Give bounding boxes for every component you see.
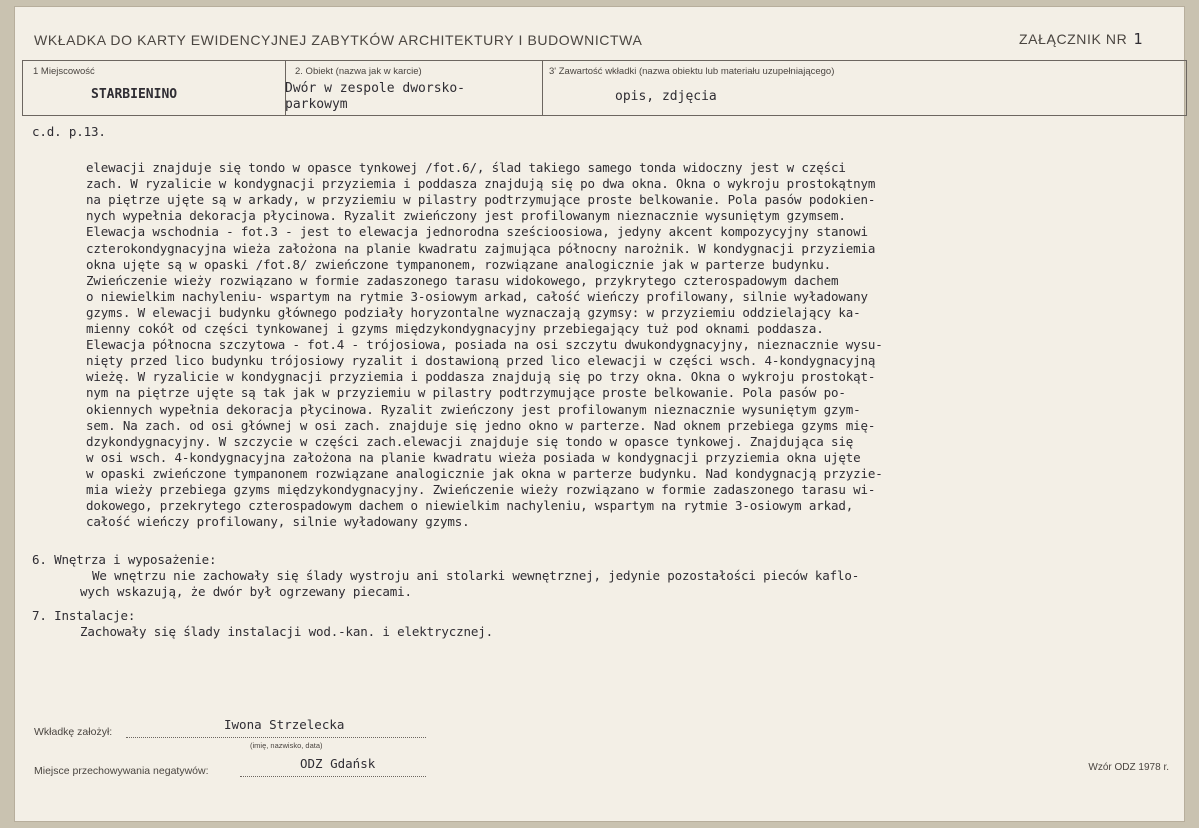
description-line: Elewacja północna szczytowa - fot.4 - trójosiowa, posiada na osi szczytu dwukondygnacyjny, nieznacznie wysu- <box>86 337 883 353</box>
section6-line: We wnętrzu nie zachowały się ślady wystroju ani stolarki wewnętrznej, jedynie pozostałości pieców kaflo- <box>92 568 860 583</box>
annex-indicator <box>1019 30 1143 48</box>
description-line: o niewielkim nachyleniu- wspartym na rytmie 3-osiowym arkad, całość wieńczy profilowany, silnie wyładowany <box>86 288 868 304</box>
description-line: okna ujęte są w opaski /fot.8/ zwieńczone tympanonem, rozwiązane analogicznie jak w parterze budynku. <box>86 256 831 272</box>
section7-heading: 7. Instalacje: <box>32 608 136 623</box>
description-line: na piętrze ujęte są w arkady, w przyziemiu w pilastry podtrzymujące proste belkowanie. Pola pasów podokien- <box>86 192 876 208</box>
description-line: mia wieży przebiega gzyms międzykondygnacyjny. Zwieńczenie wieży rozwiązano w formie zadaszonego tarasu wi- <box>86 482 876 497</box>
storage-value: ODZ Gdańsk <box>300 756 376 771</box>
description-line: nięty przed lico budynku trójosiowy ryzalit i dostawioną przed lico elewacji w części wsch. 4-kondygnacyjną <box>86 353 876 369</box>
description-line: nych wypełnia dekoracja płycinowa. Ryzalit zwieńczony jest profilowanym nieznacznie wysuniętym gzymsem. <box>86 208 846 224</box>
author-label: Wkładkę założył: <box>34 726 113 738</box>
section7-line: Zachowały się ślady instalacji wod.-kan. i elektrycznej. <box>80 624 494 639</box>
description-line: zach. W ryzalicie w kondygnacji przyziemia i poddasza znajdują się po dwa okna. Okna o wykroju prostokątnym <box>86 176 876 192</box>
annex-label: ZAŁĄCZNIK NR <box>1019 31 1128 47</box>
description-line: nym na piętrze ujęte są tak jak w przyziemiu w pilastry podtrzymujące proste belkowanie. Pola pasów po- <box>86 385 846 401</box>
description-line: gzyms. W elewacji budynku głównego podziały horyzontalne wyznaczają gzymsy: w przyziemiu oddzielający ka- <box>86 304 861 320</box>
field-divider <box>542 61 543 115</box>
object-label: 2. Obiekt (nazwa jak w karcie) <box>295 66 422 77</box>
description-line: sem. Na zach. od osi głównej w osi zach. znajduje się jedno okno w parterze. Nad oknem przebiega gzyms mię- <box>86 417 876 433</box>
description-line: mienny cokół od części tynkowanej i gzyms międzykondygnacyjny przebiegający tuż pod oknami poddasza. <box>86 321 824 336</box>
form-title: WKŁADKA DO KARTY EWIDENCYJNEJ ZABYTKÓW ARCHITEKTURY I BUDOWNICTWA <box>34 32 643 48</box>
header-fields <box>22 60 1187 116</box>
storage-dotline <box>240 776 426 777</box>
continuation-note: c.d. p.13. <box>32 124 106 139</box>
description-line: w opaski zwieńczone tympanonem rozwiązane analogicznie jak okna w parterze budynku. Nad kondygnacją przyzie- <box>86 465 883 481</box>
form-reference: Wzór ODZ 1978 r. <box>1088 762 1169 773</box>
description-line: okiennych wypełnia dekoracja płycinowa. Ryzalit zwieńczony jest profilowanym nieznacznie wysuniętym gzym- <box>86 401 861 417</box>
description-line: w osi wsch. 4-kondygnacyjna założona na planie kwadratu wieża posiada w kondygnacji przyziemia okna ujęte <box>86 449 861 465</box>
locality-label: 1 Miejscowość <box>33 66 95 77</box>
author-value: Iwona Strzelecka <box>224 717 345 732</box>
description-line: wieżę. W ryzalicie w kondygnacji przyziemia i poddasza znajdują się po trzy okna. Okna o wykroju prostokąt- <box>86 369 876 385</box>
record-card <box>14 6 1185 822</box>
description-line: Zwieńczenie wieży rozwiązano w formie zadaszonego tarasu widokowego, przykrytego czterospadowym dachem <box>86 272 839 288</box>
storage-label: Miejsce przechowywania negatywów: <box>34 765 209 777</box>
section6-line: wych wskazują, że dwór był ogrzewany piecami. <box>80 584 412 599</box>
description-line: całość wieńczy profilowany, silnie wyładowany gzyms. <box>86 514 470 530</box>
description-line: czterokondygnacyjna wieża założona na planie kwadratu zajmująca północny narożnik. W kondygnacji przyziemia <box>86 240 876 256</box>
object-value-line2: parkowym <box>285 97 348 112</box>
description-line: Elewacja wschodnia - fot.3 - jest to elewacja jednorodna sześcioosiowa, jedyny akcent kompozycyjny stanowi <box>86 224 868 240</box>
section6-heading: 6. Wnętrza i wyposażenie: <box>32 552 217 567</box>
content-label: 3' Zawartość wkładki (nazwa obiektu lub materiału uzupełniającego) <box>549 66 835 77</box>
author-dotline <box>126 737 426 738</box>
author-hint: (imię, nazwisko, data) <box>250 741 323 750</box>
description-line: dokowego, przekrytego czterospadowym dachem o niewielkim nachyleniu, wspartym na rytmie 3-osiowym arkad, <box>86 498 854 514</box>
object-value-line1: Dwór w zespole dworsko- <box>285 81 466 96</box>
description-line: elewacji znajduje się tondo w opasce tynkowej /fot.6/, ślad takiego samego tonda widoczny jest w części <box>86 160 846 175</box>
annex-number: 1 <box>1133 30 1143 48</box>
content-value: opis, zdjęcia <box>615 89 717 104</box>
locality-value: STARBIENINO <box>91 87 178 102</box>
description-line: dzykondygnacyjny. W szczycie w części zach.elewacji znajduje się tondo w opasce tynkowej. Znajdująca się <box>86 433 854 449</box>
